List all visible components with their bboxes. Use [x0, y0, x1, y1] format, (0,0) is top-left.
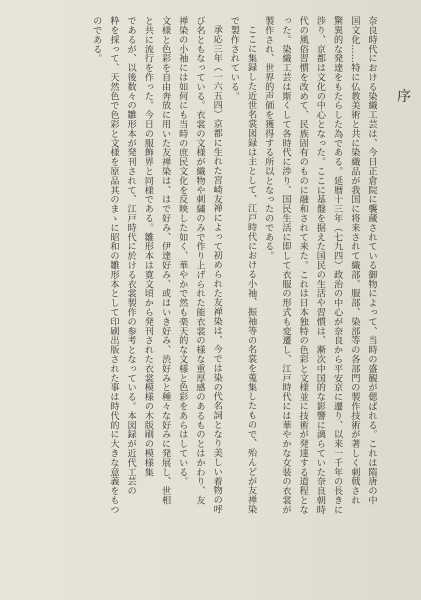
text-column: った。染織工芸は斯くして各時代に渉り、国民生活に即して衣服の形式も変遷し、江戸時代には華やかな女装の衣裳が: [279, 16, 291, 515]
text-column: であるが、以後数々の雛形本が発刊されて、江戸時代に於ける衣裳製作の参考となっている。本図録が近代工芸の: [125, 16, 137, 496]
text-column: 代の風俗習慣を改めて、民族固有のものに融和されて来た。これは日本独特の色彩と文様並に技術が発達する道程とな: [297, 16, 309, 515]
text-column: のである。: [90, 16, 102, 63]
text-column: 国文化……特に仏教美術と共に染織品が我国に将来されて織部、服部、染部等の各部門の製作技術が著しく刺戟され: [348, 16, 360, 505]
text-column: と共に流行を作った。今日の服飾界と同様である。雛形本は寛文頃から発刊された衣裳模様の木版刷の模様集: [142, 16, 154, 477]
text-column: 奈良時代における染織工芸は、今日正倉院に襲蔵されている御物によって、当時の盛観が偲ばれる。これは隋唐の中: [366, 16, 377, 505]
text-column: 禅染の小袖には如何にも当時の庶民文化を反映した如く、華やかで然も楽天的な文様と色彩をあらはしている。: [176, 16, 188, 486]
text-column: で製作されている。: [228, 16, 240, 101]
text-column: 製作され、世界的声価を獲得する所以となったのである。: [262, 16, 274, 261]
text-column: ここに集録した近世名裳図録は主として、江戸時代における小袖、振袖等の名裳を蒐集したもので、殆んどが友禅染: [245, 25, 257, 514]
text-column: 渉り、京都は文化の中心となった。ここに基盤を据えた国民の生活や習慣は、漸次中国的な影響に漓らていた奈良朝時: [314, 16, 326, 515]
text-column: 粋を採って、天然色で色彩と文様を原品其のまゝに昭和の雛形本として印刷出版された事は時代的に大きな意義をもつ: [107, 16, 119, 515]
preface-body-text: [35, 16, 380, 591]
text-column: 承応三年（一六五四）京都に生れた宮崎友禅によって初められた友禅染は、今では染の代名詞となり美しい着物の呼: [211, 25, 223, 514]
preface-heading: 序: [397, 89, 411, 105]
text-column: 驚異的な発達をもたらした為である。延暦十三年（七九四）政治の中心が奈良から平安京に遷り、以来一千年の長きに: [331, 16, 343, 515]
text-column: 文様と色彩を自由奔放に用いた友禅染は、はで好み、伊達好み、或はいき好み、渋好みと種々な好みに発展し、世相: [159, 16, 171, 505]
text-column: び名ともなっている。衣裳の文様が織物や刺繍のみで作り上げられた能衣裳の様な重厚感のあるものとはかわり、友: [193, 16, 205, 505]
